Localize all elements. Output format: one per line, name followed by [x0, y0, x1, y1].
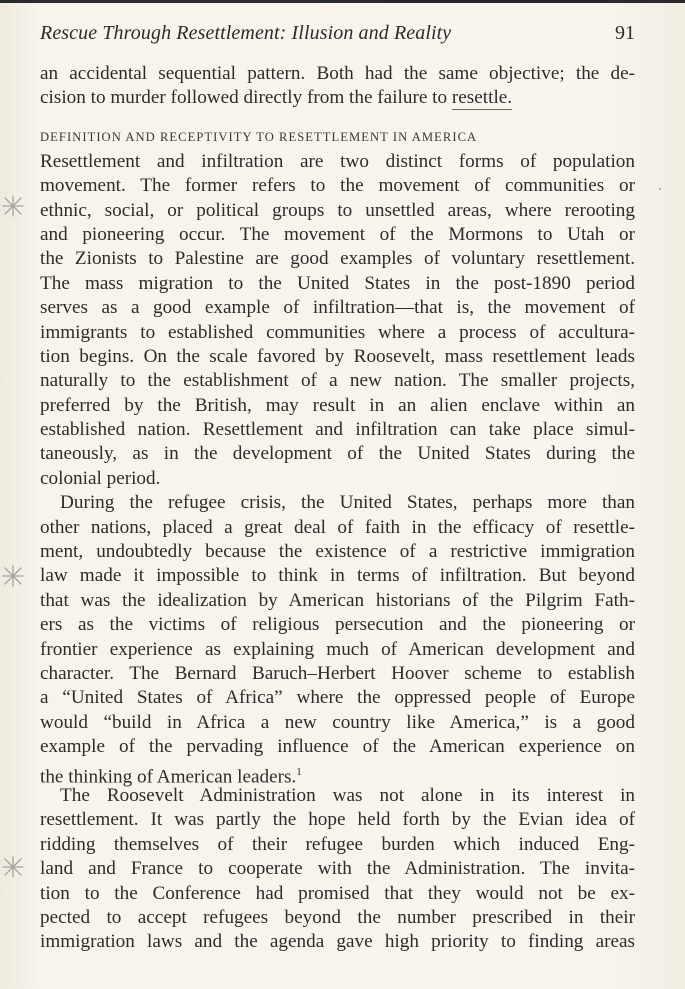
text-line: established nation. Resettlement and infiltration can take place simul- [40, 419, 635, 441]
text-line: ment, undoubtedly because the existence of a restrictive immigration [40, 541, 635, 563]
text-line-fragment: the thinking of American leaders. [40, 765, 297, 787]
text-line: other nations, placed a great deal of faith in the efficacy of resettle- [40, 516, 635, 538]
text-line: would “build in Africa a new country like America,” is a good [40, 711, 635, 733]
margin-asterisk-icon [0, 854, 26, 880]
text-line: example of the pervading influence of the American experience on [40, 736, 635, 758]
text-line: movement. The former refers to the movement of communities or [40, 175, 635, 197]
running-head: Rescue Through Resettlement: Illusion and Reality [40, 22, 452, 44]
text-line: that was the idealization by American historians of the Pilgrim Fath- [40, 589, 635, 611]
text-line: ethnic, social, or political groups to unsettled areas, where rerooting [40, 199, 635, 221]
text-line: Resettlement and infiltration are two distinct forms of population [40, 150, 635, 172]
text-line [40, 760, 635, 787]
text-line: naturally to the establishment of a new nation. The smaller projects, [40, 370, 635, 392]
text-line: character. The Bernard Baruch–Herbert Hoover scheme to establish [40, 662, 635, 684]
margin-asterisk-icon [0, 563, 26, 589]
text-line: ridding themselves of their refugee burden which induced Eng- [40, 833, 635, 855]
underlined-word: resettle. [451, 87, 513, 109]
page-number: 91 [615, 22, 635, 44]
text-line: taneously, as in the development of the United States during the [40, 443, 635, 465]
text-line: land and France to cooperate with the Administration. The invita- [40, 858, 635, 880]
text-line: tion to the Conference had promised that they would not be ex- [40, 882, 635, 904]
text-line-fragment: cision to murder followed directly from the failure to [40, 87, 448, 109]
text-line: serves as a good example of infiltration—that is, the movement of [40, 297, 635, 319]
text-line: and pioneering occur. The movement of the Mormons to Utah or [40, 223, 635, 245]
text-line: the Zionists to Palestine are good examples of voluntary resettlement. [40, 248, 635, 270]
text-line: immigrants to established communities where a process of accultura- [40, 321, 635, 343]
text-line: immigration laws and the agenda gave high priority to finding areas [40, 931, 635, 953]
text-line: frontier experience as explaining much of American development and [40, 638, 635, 660]
text-line: pected to accept refugees beyond the number prescribed in their [40, 906, 635, 928]
text-line: law made it impossible to think in terms of infiltration. But beyond [40, 565, 635, 587]
section-heading: DEFINITION AND RECEPTIVITY TO RESETTLEMENT IN AMERICA [40, 129, 478, 144]
text-line: During the refugee crisis, the United States, perhaps more than [60, 492, 635, 514]
text-line: The mass migration to the United States in the post-1890 period [40, 272, 635, 294]
footnote-marker: 1 [296, 765, 302, 778]
text-line: a “United States of Africa” where the oppressed people of Europe [40, 687, 635, 709]
paragraph-1 [40, 150, 635, 491]
text-line: The Roosevelt Administration was not alone in its interest in [60, 784, 635, 806]
text-line: tion begins. On the scale favored by Roosevelt, mass resettlement leads [40, 345, 635, 367]
margin-asterisk-icon [0, 193, 26, 219]
paragraph-2 [40, 491, 635, 787]
scan-top-edge [0, 0, 685, 3]
text-line: an accidental sequential pattern. Both had the same objective; the de- [40, 63, 635, 84]
text-line: colonial period. [40, 467, 161, 489]
page-header [40, 22, 635, 56]
margin-dot-mark [655, 184, 665, 194]
text-line [40, 86, 635, 110]
paragraph-3 [40, 784, 635, 955]
body-text [40, 62, 635, 955]
text-line: resettlement. It was partly the hope held forth by the Evian idea of [40, 809, 635, 831]
text-line: ers as the victims of religious persecution and the pioneering or [40, 614, 635, 636]
text-line: preferred by the British, may result in an alien enclave within an [40, 394, 635, 416]
